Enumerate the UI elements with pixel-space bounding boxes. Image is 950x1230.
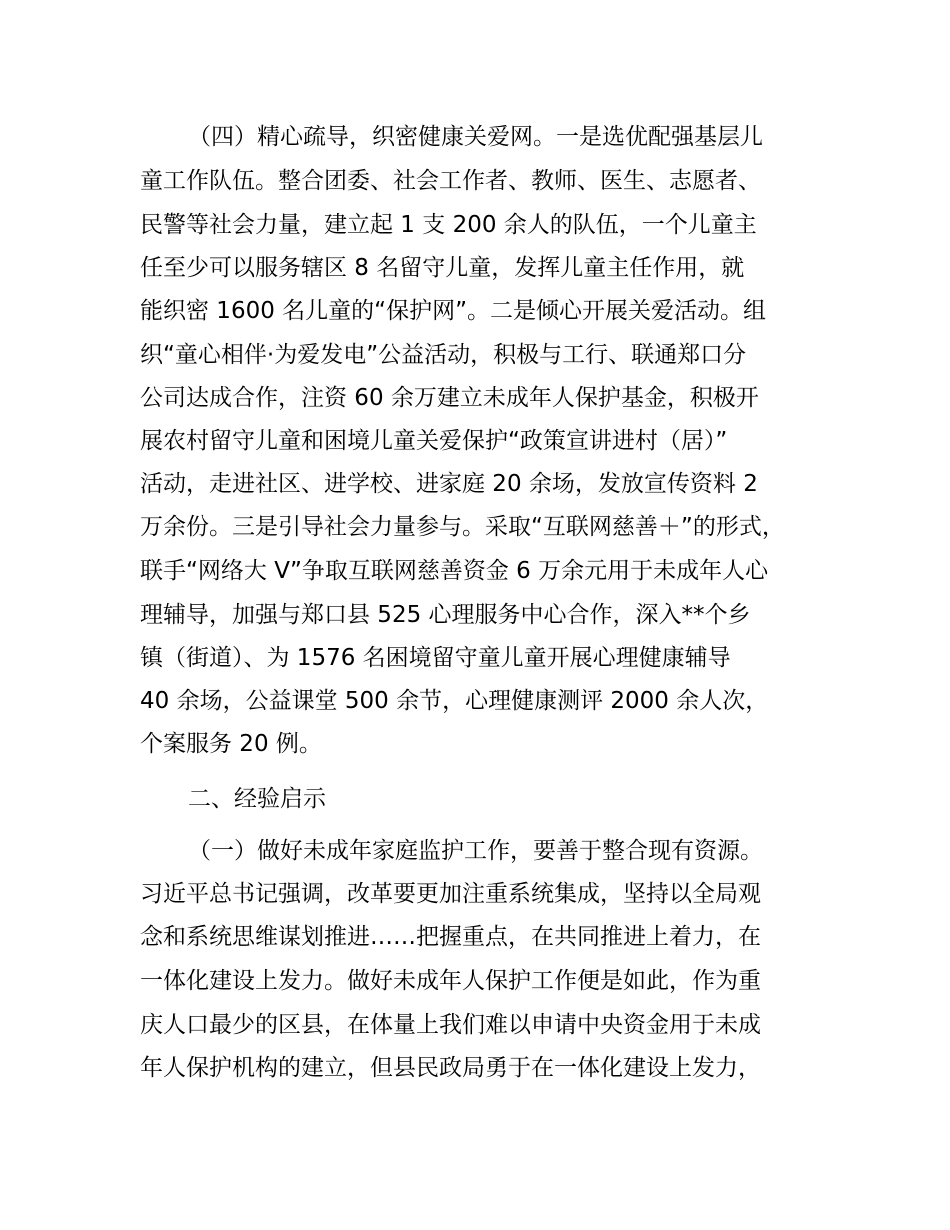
paragraph-4-line-7: 公司达成合作，注资 60 余万建立未成年人保护基金，积极开	[140, 385, 759, 411]
paragraph-1-line-2: 习近平总书记强调，改革要更加注重系统集成，坚持以全局观	[140, 881, 761, 907]
paragraph-4-line-12: 理辅导，加强与郑口县 525 心理服务中心合作，深入**个乡	[140, 602, 751, 628]
paragraph-4-line-6: 织“童心相伴·为爱发电”公益活动，积极与工行、联通郑口分	[140, 342, 747, 368]
section-heading: 二、经验启示	[188, 786, 326, 812]
paragraph-4-line-13: 镇（街道）、为 1576 名困境留守童儿童开展心理健康辅导	[140, 645, 731, 671]
paragraph-4-line-5: 能织密 1600 名儿童的“保护网”。二是倾心开展关爱活动。组	[140, 298, 766, 324]
paragraph-1-line-3: 念和系统思维谋划推进……把握重点，在共同推进上着力，在	[140, 924, 761, 950]
paragraph-1-line-5: 庆人口最少的区县，在体量上我们难以申请中央资金用于未成	[140, 1012, 761, 1038]
paragraph-4-line-8: 展农村留守儿童和困境儿童关爱保护“政策宣讲进村（居）”	[140, 428, 728, 454]
paragraph-4-line-9: 活动，走进社区、进学校、进家庭 20 余场，发放宣传资料 2	[140, 471, 758, 497]
paragraph-4-line-1: （四）精心疏导，织密健康关爱网。一是选优配强基层儿	[188, 124, 763, 150]
paragraph-4-line-11: 联手“网络大 V”争取互联网慈善资金 6 万余元用于未成年人心	[140, 558, 769, 584]
paragraph-4-line-3: 民警等社会力量，建立起 1 支 200 余人的队伍，一个儿童主	[140, 212, 757, 238]
paragraph-4-line-14: 40 余场，公益课堂 500 余节，心理健康测评 2000 余人次，	[140, 688, 769, 714]
paragraph-4-line-4: 任至少可以服务辖区 8 名留守儿童，发挥儿童主任作用，就	[140, 255, 745, 281]
paragraph-1-line-4: 一体化建设上发力。做好未成年人保护工作便是如此，作为重	[140, 968, 761, 994]
paragraph-1-line-1: （一）做好未成年家庭监护工作，要善于整合现有资源。	[188, 838, 763, 864]
paragraph-1-line-6: 年人保护机构的建立，但县民政局勇于在一体化建设上发力，	[140, 1055, 761, 1081]
paragraph-4-line-2: 童工作队伍。整合团委、社会工作者、教师、医生、志愿者、	[140, 168, 761, 194]
paragraph-4-line-15: 个案服务 20 例。	[140, 731, 322, 757]
paragraph-4-line-10: 万余份。三是引导社会力量参与。采取“互联网慈善＋”的形式，	[140, 514, 785, 540]
